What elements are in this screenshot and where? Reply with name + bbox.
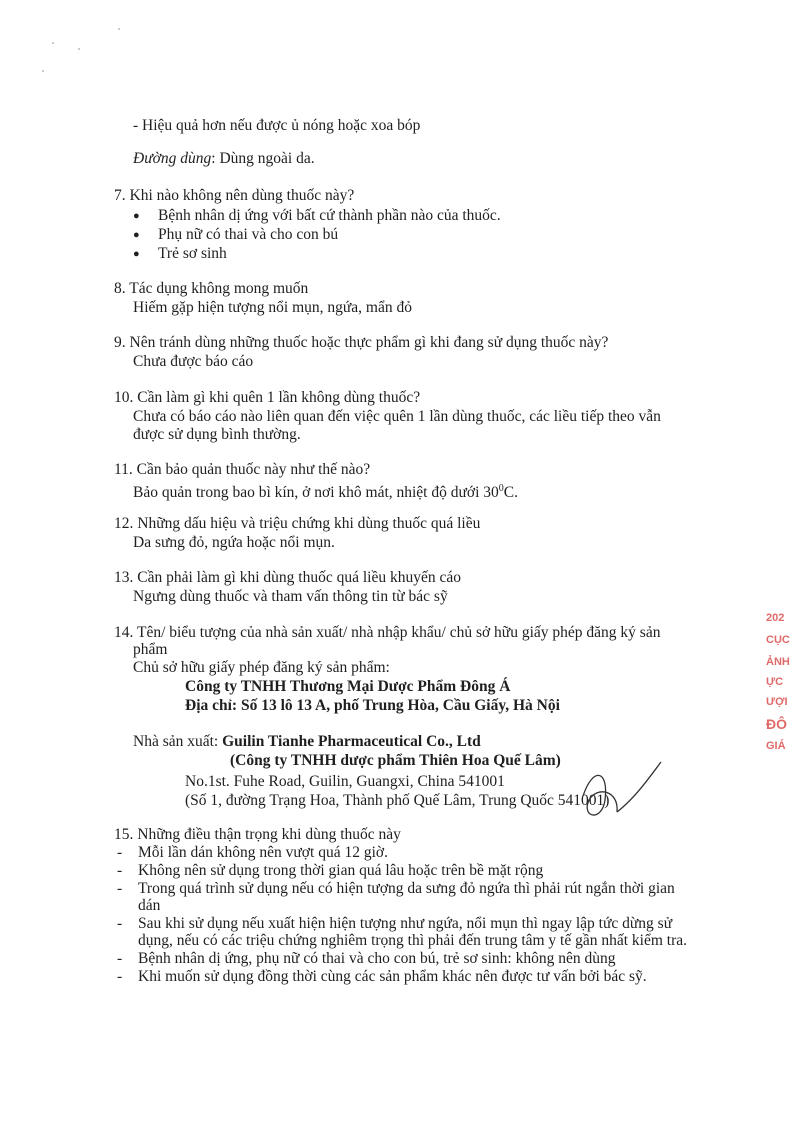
degree-sup: 0	[498, 483, 504, 494]
section-14-title: 14. Tên/ biểu tượng của nhà sản xuất/ nhà nhập khẩu/ chủ sở hữu giấy phép đăng ký sản	[114, 624, 661, 641]
bullet-icon: ●	[133, 210, 140, 222]
section-9-title: 9. Nên tránh dùng những thuốc hoặc thực phẩm gì khi đang sử dụng thuốc này?	[114, 334, 609, 351]
section-12-title: 12. Những dấu hiệu và triệu chứng khi dùng thuốc quá liều	[114, 515, 481, 532]
scan-speck	[42, 70, 44, 72]
route-line	[133, 150, 315, 168]
maker-label: Nhà sản xuất:	[133, 733, 223, 750]
section-15-item: Khi muốn sử dụng đồng thời cùng các sản phẩm khác nên được tư vấn bởi bác sỹ.	[138, 968, 647, 985]
scan-speck	[118, 28, 120, 30]
section-7-item: Bệnh nhân dị ứng với bất cứ thành phần nào của thuốc.	[158, 207, 501, 224]
maker-address-vi: (Số 1, đường Trạng Hoa, Thành phố Quế Lâm, Trung Quốc 541001)	[185, 792, 610, 809]
bullet-icon: ●	[133, 248, 140, 260]
stamp-text: 202	[766, 612, 785, 624]
holder-label: Chủ sở hữu giấy phép đăng ký sản phẩm:	[133, 659, 390, 676]
dash-marker: -	[117, 862, 123, 879]
section-13-title: 13. Cần phải làm gì khi dùng thuốc quá liều khuyến cáo	[114, 569, 461, 586]
stamp-text: ĐÔ	[766, 716, 787, 732]
red-stamp	[760, 612, 800, 772]
storage-text: Bảo quản trong bao bì kín, ở nơi khô mát, nhiệt độ dưới 30	[133, 484, 499, 502]
section-12-body: Da sưng đỏ, ngứa hoặc nổi mụn.	[133, 534, 335, 551]
scan-speck	[78, 48, 80, 50]
signature-mark	[575, 760, 665, 832]
section-15-item-cont: dán	[138, 897, 161, 914]
section-11-title: 11. Cần bảo quản thuốc này như thế nào?	[114, 461, 371, 478]
dash-marker: -	[117, 950, 123, 967]
maker-address-en: No.1st. Fuhe Road, Guilin, Guangxi, China 541001	[185, 773, 505, 790]
maker-name: Guilin Tianhe Pharmaceutical Co., Ltd	[222, 733, 481, 750]
section-7-title: 7. Khi nào không nên dùng thuốc này?	[114, 187, 355, 204]
section-8-title: 8. Tác dụng không mong muốn	[114, 280, 309, 297]
holder-address: Địa chỉ: Số 13 lô 13 A, phố Trung Hòa, Cầu Giấy, Hà Nội	[185, 697, 560, 714]
section-10-body: được sử dụng bình thường.	[133, 426, 301, 443]
stamp-text: CỤC	[766, 634, 790, 646]
holder-name: Công ty TNHH Thương Mại Dược Phẩm Đông Á	[185, 678, 511, 695]
dash-marker: -	[117, 968, 123, 985]
section-14-title-cont: phẩm	[133, 641, 168, 658]
section-10-title: 10. Cần làm gì khi quên 1 lần không dùng thuốc?	[114, 389, 421, 406]
section-15-item: Sau khi sử dụng nếu xuất hiện hiện tượng như ngứa, nổi mụn thì ngay lập tức dừng sử	[138, 915, 673, 932]
scan-speck	[52, 42, 54, 44]
dash-marker: -	[117, 880, 123, 897]
stamp-text: ƯỢI	[766, 696, 788, 708]
section-15-item-cont: dụng, nếu có các triệu chứng nghiêm trọng thì phải đến trung tâm y tế gần nhất kiểm tra.	[138, 932, 688, 949]
maker-name-vi: (Công ty TNHH dược phẩm Thiên Hoa Quế Lâm)	[230, 752, 561, 769]
section-15-item: Không nên sử dụng trong thời gian quá lâu hoặc trên bề mặt rộng	[138, 862, 544, 879]
section-10-body: Chưa có báo cáo nào liên quan đến việc quên 1 lần dùng thuốc, các liều tiếp theo vẫn	[133, 408, 661, 425]
stamp-text: ẢNH	[766, 656, 790, 668]
section-15-item: Trong quá trình sử dụng nếu có hiện tượng da sưng đỏ ngứa thì phải rút ngắn thời gian	[138, 880, 675, 897]
stamp-text: GIÁ	[766, 740, 786, 752]
section-7-item: Phụ nữ có thai và cho con bú	[158, 226, 339, 243]
section-15-item: Bệnh nhân dị ứng, phụ nữ có thai và cho con bú, trẻ sơ sinh: không nên dùng	[138, 950, 616, 967]
section-15-title: 15. Những điều thận trọng khi dùng thuốc này	[114, 826, 401, 843]
maker-line	[133, 733, 481, 751]
section-7-item: Trẻ sơ sinh	[158, 245, 227, 262]
section-11-body	[133, 480, 518, 502]
bullet-icon: ●	[133, 229, 140, 241]
intro-line: - Hiệu quả hơn nếu được ủ nóng hoặc xoa bóp	[133, 117, 421, 134]
storage-unit: C.	[503, 484, 518, 502]
dash-marker: -	[117, 844, 123, 861]
route-value: : Dùng ngoài da.	[211, 150, 315, 167]
section-9-body: Chưa được báo cáo	[133, 353, 254, 370]
stamp-text: ỰC	[766, 676, 784, 688]
section-8-body: Hiếm gặp hiện tượng nổi mụn, ngứa, mẩn đỏ	[133, 299, 412, 316]
section-15-item: Mỗi lần dán không nên vượt quá 12 giờ.	[138, 844, 388, 861]
dash-marker: -	[117, 915, 123, 932]
route-label: Đường dùng	[133, 150, 212, 167]
section-13-body: Ngưng dùng thuốc và tham vấn thông tin từ bác sỹ	[133, 588, 448, 605]
